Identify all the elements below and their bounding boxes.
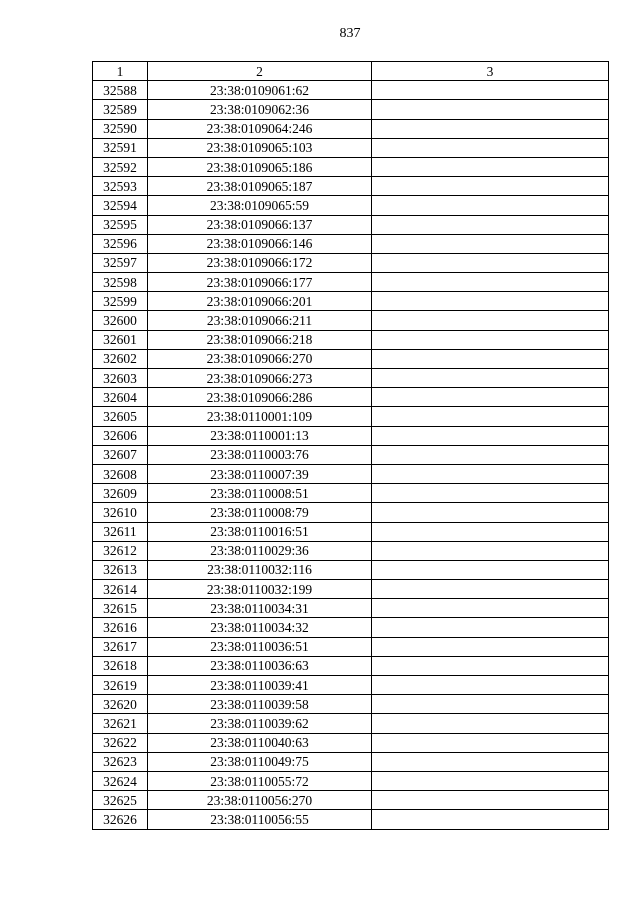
cadastral-number-cell: 23:38:0110056:270 (148, 791, 372, 810)
table-row (93, 771, 609, 790)
table-row (93, 791, 609, 810)
notes-cell (372, 771, 609, 790)
table-row (93, 349, 609, 368)
table-row (93, 100, 609, 119)
table-row (93, 484, 609, 503)
cadastral-number-cell: 23:38:0109065:186 (148, 157, 372, 176)
notes-cell (372, 714, 609, 733)
table-row (93, 311, 609, 330)
cadastral-number-cell: 23:38:0109066:201 (148, 292, 372, 311)
cadastral-number-cell: 23:38:0109065:59 (148, 196, 372, 215)
cadastral-number-cell: 23:38:0110049:75 (148, 752, 372, 771)
cadastral-number-cell: 23:38:0110016:51 (148, 522, 372, 541)
table-row (93, 81, 609, 100)
row-number-cell: 32612 (93, 541, 148, 560)
notes-cell (372, 637, 609, 656)
cadastral-number-cell: 23:38:0110001:13 (148, 426, 372, 445)
row-number-cell: 32609 (93, 484, 148, 503)
notes-cell (372, 426, 609, 445)
row-number-cell: 32601 (93, 330, 148, 349)
column-header-1: 1 (93, 62, 148, 81)
cadastral-number-cell: 23:38:0110034:31 (148, 599, 372, 618)
cadastral-number-cell: 23:38:0110008:79 (148, 503, 372, 522)
table-row (93, 215, 609, 234)
notes-cell (372, 733, 609, 752)
notes-cell (372, 580, 609, 599)
notes-cell (372, 445, 609, 464)
notes-cell (372, 388, 609, 407)
notes-cell (372, 177, 609, 196)
notes-cell (372, 196, 609, 215)
row-number-cell: 32623 (93, 752, 148, 771)
cadastral-number-cell: 23:38:0109066:286 (148, 388, 372, 407)
notes-cell (372, 292, 609, 311)
row-number-cell: 32617 (93, 637, 148, 656)
table-row (93, 695, 609, 714)
table-row (93, 426, 609, 445)
table-row (93, 618, 609, 637)
row-number-cell: 32592 (93, 157, 148, 176)
row-number-cell: 32618 (93, 656, 148, 675)
table-row (93, 292, 609, 311)
cadastral-number-cell: 23:38:0110036:51 (148, 637, 372, 656)
row-number-cell: 32625 (93, 791, 148, 810)
table-row (93, 407, 609, 426)
cadastral-number-cell: 23:38:0110032:116 (148, 560, 372, 579)
table-row (93, 234, 609, 253)
cadastral-number-cell: 23:38:0109065:187 (148, 177, 372, 196)
cadastral-number-cell: 23:38:0110040:63 (148, 733, 372, 752)
table-row (93, 138, 609, 157)
notes-cell (372, 522, 609, 541)
notes-cell (372, 119, 609, 138)
cadastral-number-cell: 23:38:0110003:76 (148, 445, 372, 464)
cadastral-number-cell: 23:38:0110029:36 (148, 541, 372, 560)
notes-cell (372, 560, 609, 579)
cadastral-number-cell: 23:38:0110034:32 (148, 618, 372, 637)
cadastral-number-cell: 23:38:0109062:36 (148, 100, 372, 119)
cadastral-number-cell: 23:38:0110032:199 (148, 580, 372, 599)
cadastral-number-cell: 23:38:0110055:72 (148, 771, 372, 790)
notes-cell (372, 369, 609, 388)
row-number-cell: 32596 (93, 234, 148, 253)
row-number-cell: 32606 (93, 426, 148, 445)
notes-cell (372, 349, 609, 368)
table-body (93, 81, 609, 829)
notes-cell (372, 157, 609, 176)
row-number-cell: 32615 (93, 599, 148, 618)
notes-cell (372, 100, 609, 119)
notes-cell (372, 752, 609, 771)
table-row (93, 330, 609, 349)
cadastral-number-cell: 23:38:0109066:146 (148, 234, 372, 253)
row-number-cell: 32593 (93, 177, 148, 196)
cadastral-number-cell: 23:38:0110039:58 (148, 695, 372, 714)
cadastral-number-cell: 23:38:0110001:109 (148, 407, 372, 426)
column-header-2: 2 (148, 62, 372, 81)
cadastral-number-cell: 23:38:0110039:41 (148, 676, 372, 695)
notes-cell (372, 234, 609, 253)
notes-cell (372, 695, 609, 714)
cadastral-number-cell: 23:38:0109066:273 (148, 369, 372, 388)
notes-cell (372, 330, 609, 349)
table-row (93, 503, 609, 522)
row-number-cell: 32589 (93, 100, 148, 119)
table-row (93, 676, 609, 695)
table-row (93, 714, 609, 733)
cadastral-number-cell: 23:38:0109061:62 (148, 81, 372, 100)
cadastral-number-cell: 23:38:0109066:137 (148, 215, 372, 234)
table-row (93, 733, 609, 752)
row-number-cell: 32597 (93, 253, 148, 272)
row-number-cell: 32588 (93, 81, 148, 100)
cadastral-number-cell: 23:38:0110007:39 (148, 464, 372, 483)
row-number-cell: 32611 (93, 522, 148, 541)
cadastral-number-cell: 23:38:0110056:55 (148, 810, 372, 829)
notes-cell (372, 464, 609, 483)
notes-cell (372, 618, 609, 637)
row-number-cell: 32598 (93, 273, 148, 292)
table-row (93, 599, 609, 618)
column-header-3: 3 (372, 62, 609, 81)
row-number-cell: 32591 (93, 138, 148, 157)
cadastral-number-cell: 23:38:0109064:246 (148, 119, 372, 138)
row-number-cell: 32620 (93, 695, 148, 714)
row-number-cell: 32621 (93, 714, 148, 733)
row-number-cell: 32595 (93, 215, 148, 234)
notes-cell (372, 273, 609, 292)
table-row (93, 177, 609, 196)
cadastral-number-cell: 23:38:0109066:177 (148, 273, 372, 292)
row-number-cell: 32603 (93, 369, 148, 388)
table-row (93, 445, 609, 464)
row-number-cell: 32607 (93, 445, 148, 464)
table-row (93, 157, 609, 176)
row-number-cell: 32624 (93, 771, 148, 790)
table-row (93, 637, 609, 656)
table-row (93, 541, 609, 560)
notes-cell (372, 311, 609, 330)
row-number-cell: 32599 (93, 292, 148, 311)
row-number-cell: 32604 (93, 388, 148, 407)
notes-cell (372, 215, 609, 234)
table-row (93, 273, 609, 292)
cadastral-number-cell: 23:38:0109066:211 (148, 311, 372, 330)
notes-cell (372, 503, 609, 522)
row-number-cell: 32613 (93, 560, 148, 579)
row-number-cell: 32602 (93, 349, 148, 368)
cadastral-number-cell: 23:38:0109066:218 (148, 330, 372, 349)
notes-cell (372, 810, 609, 829)
page-number: 837 (339, 26, 361, 41)
cadastral-number-cell: 23:38:0110039:62 (148, 714, 372, 733)
row-number-cell: 32610 (93, 503, 148, 522)
notes-cell (372, 253, 609, 272)
notes-cell (372, 541, 609, 560)
table-row (93, 388, 609, 407)
table-row (93, 560, 609, 579)
table-header-row (93, 62, 609, 81)
table-row (93, 810, 609, 829)
table-row (93, 196, 609, 215)
table-row (93, 369, 609, 388)
notes-cell (372, 407, 609, 426)
notes-cell (372, 81, 609, 100)
row-number-cell: 32600 (93, 311, 148, 330)
row-number-cell: 32626 (93, 810, 148, 829)
table-row (93, 522, 609, 541)
row-number-cell: 32614 (93, 580, 148, 599)
row-number-cell: 32616 (93, 618, 148, 637)
table-row (93, 253, 609, 272)
row-number-cell: 32622 (93, 733, 148, 752)
cadastral-number-cell: 23:38:0110036:63 (148, 656, 372, 675)
table-row (93, 656, 609, 675)
notes-cell (372, 676, 609, 695)
table-row (93, 580, 609, 599)
cadastral-number-cell: 23:38:0109066:172 (148, 253, 372, 272)
notes-cell (372, 138, 609, 157)
table-row (93, 752, 609, 771)
table-row (93, 119, 609, 138)
row-number-cell: 32608 (93, 464, 148, 483)
registry-table (92, 61, 609, 830)
cadastral-number-cell: 23:38:0110008:51 (148, 484, 372, 503)
cadastral-number-cell: 23:38:0109066:270 (148, 349, 372, 368)
cadastral-number-cell: 23:38:0109065:103 (148, 138, 372, 157)
notes-cell (372, 599, 609, 618)
row-number-cell: 32605 (93, 407, 148, 426)
notes-cell (372, 791, 609, 810)
notes-cell (372, 484, 609, 503)
row-number-cell: 32590 (93, 119, 148, 138)
row-number-cell: 32594 (93, 196, 148, 215)
table-row (93, 464, 609, 483)
notes-cell (372, 656, 609, 675)
row-number-cell: 32619 (93, 676, 148, 695)
